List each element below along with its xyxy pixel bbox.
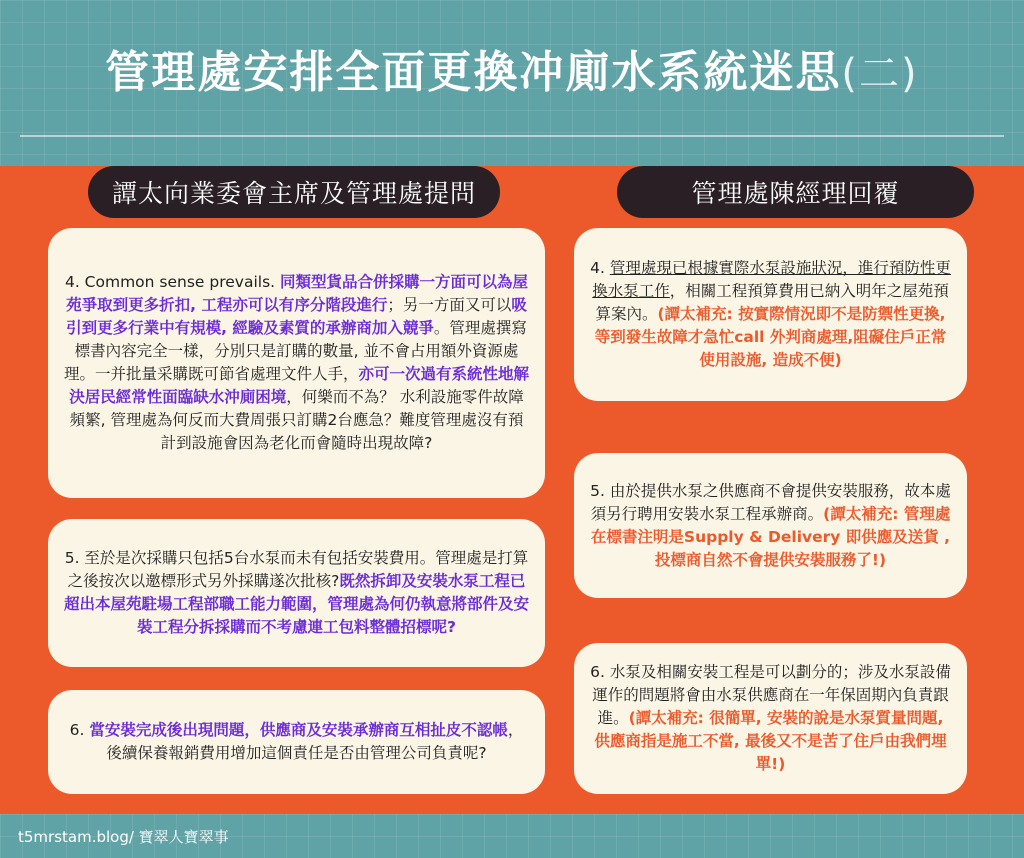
title-suffix: (二)	[841, 51, 919, 97]
question-card-6	[48, 690, 545, 794]
reply-card-4	[574, 228, 967, 401]
right-column-heading: 管理處陳經理回覆	[617, 166, 974, 218]
question-4-emphasis: 同類型貨品合併採購一方面可以為屋苑爭取到更多折扣, 工程亦可以有序分階段進行	[66, 273, 529, 314]
question-4-part: 。管理處撰寫標書內容完全一樣，分別只是訂購的數量, 並不會占用額外資源處理。一并批量采購既可節省處理文件人手，	[63, 319, 527, 383]
question-4-text	[62, 271, 531, 455]
question-4-part: 4. Common sense prevails.	[64, 273, 281, 291]
question-4-part: ；另一方面又可以	[387, 296, 512, 314]
question-5-emphasis: 既然拆卸及安裝水泵工程已超出本屋苑駐場工程部職工能力範圍，管理處為何仍執意將部件及安裝工程分拆採購而不考慮連工包料整體招標呢?	[63, 572, 529, 636]
reply-6-part: 6. 水泵及相關安裝工程是可以劃分的；涉及水泵設備運作的問題將會由水泵供應商在一年保固期內負責跟進。	[590, 663, 951, 727]
reply-5-text	[588, 480, 953, 572]
left-column-heading: 譚太向業委會主席及管理處提問	[88, 166, 500, 218]
header-divider	[20, 135, 1004, 137]
reply-card-5	[574, 453, 967, 598]
question-4-emphasis: 亦可一次過有系統性地解決居民經常性面臨缺水沖廁困境	[69, 365, 530, 406]
reply-4-part: 4.	[590, 259, 610, 277]
reply-5-part: 5. 由於提供水泵之供應商不會提供安裝服務，故本處須另行聘用安裝水泵工程承辦商。	[590, 481, 951, 523]
question-card-5	[48, 519, 545, 667]
question-5-part: 5. 至於是次採購只包括5台水泵而未有包括安裝費用。管理處是打算之後按次以邀標形式另外採購遂次批核?	[64, 549, 529, 590]
title-text: 管理處安排全面更換冲廁水系統迷思	[105, 47, 842, 98]
page-title	[0, 36, 1024, 100]
reply-4-supplement: (譚太補充: 按實際情況即不是防禦性更換, 等到發生故障才急忙call 外判商處理,阻礙住戶正常使用設施, 造成不便)	[594, 305, 947, 369]
reply-5-supplement: (譚太補充: 管理處在標書注明是Supply & Delivery 即供應及送貨 ,投標商自然不會提供安裝服務了!)	[590, 504, 951, 569]
question-4-emphasis: 吸引到更多行業中有規模, 經驗及素質的承辦商加入競爭	[66, 296, 527, 337]
reply-4-part: ，相關工程預算費用已納入明年之屋苑預算案內。	[595, 282, 949, 323]
question-4-part: ，何樂而不為？ 水利設施零件故障頻繁, 管理處為何反而大費周張只訂購2台應急？難度管理處沒有預計到設施會因為老化而會隨時出現故障?	[69, 388, 524, 452]
question-card-4	[48, 228, 545, 498]
reply-6-text	[588, 661, 953, 776]
question-5-text	[62, 547, 531, 639]
reply-card-6	[574, 643, 967, 794]
footer-credit: t5mrstam.blog/ 寶翠人寶翠事	[18, 828, 229, 846]
reply-6-supplement: (譚太補充: 很簡單, 安裝的說是水泵質量問題, 供應商指是施工不當, 最後又不是苦了住戶由我們埋單!)	[594, 709, 947, 773]
reply-4-text	[588, 257, 953, 372]
question-6-emphasis: 當安裝完成後出現問題，供應商及安裝承辦商互相扯皮不認帳	[89, 721, 508, 739]
question-6-part: 6.	[69, 721, 90, 739]
question-6-text	[62, 719, 531, 765]
reply-4-underlined: 管理處現已根據實際水泵設施狀況，進行預防性更換水泵工作	[592, 259, 951, 300]
question-6-part: ，後續保養報銷費用增加這個責任是否由管理公司負責呢?	[106, 721, 524, 762]
